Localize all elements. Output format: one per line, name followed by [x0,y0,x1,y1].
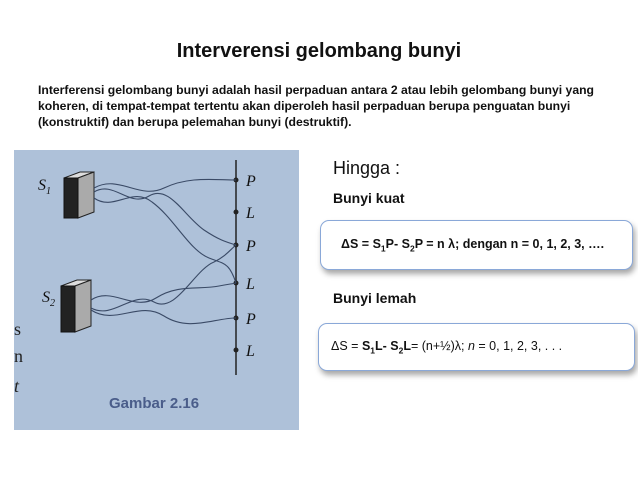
slide-title: Interverensi gelombang bunyi [176,40,462,62]
hingga-label: Hingga : [333,158,401,178]
speaker-s2-icon [61,280,91,332]
point-label: L [246,205,255,222]
point-label: P [246,238,256,255]
point-label: P [246,311,256,328]
interference-figure [14,150,299,430]
formula-weak-box [318,323,635,371]
source-s1-label: $S_1$ [38,177,51,197]
intro-paragraph: Interferensi gelombang bunyi adalah hasil perpaduan antara 2 atau lebih gelombang bunyi yang koheren, di tempat-tempat tertentu akan diperoleh hasil perpaduan berupa penguatan bunyi (konstruktif) dan berupa pelemahan bunyi (destruktif). [38,83,594,129]
speaker-s1-icon [64,172,94,218]
point-label: P [246,173,256,190]
point-label: L [246,343,255,360]
source-s2-label: $S_2$ [42,289,55,309]
formula-strong-text: $\Delta S = S_1P-$ $S_2P = n$ λ; dengan n = 0, 1, 2, 3, …. [341,236,605,254]
strong-sound-label: Bunyi kuat [333,190,405,206]
formula-weak-text: $\Delta S = S_1L-$ $S_2L=$ (n+½)λ; n = 0, 1, 2, 3, . . . [331,338,563,356]
weak-sound-label: Bunyi lemah [333,290,417,306]
figure-caption: Gambar 2.16 [109,395,200,412]
formula-strong-box [320,220,633,270]
point-label: L [246,276,255,293]
margin-char: n [14,346,23,366]
margin-char: t [14,376,20,396]
margin-char: s [14,319,22,339]
